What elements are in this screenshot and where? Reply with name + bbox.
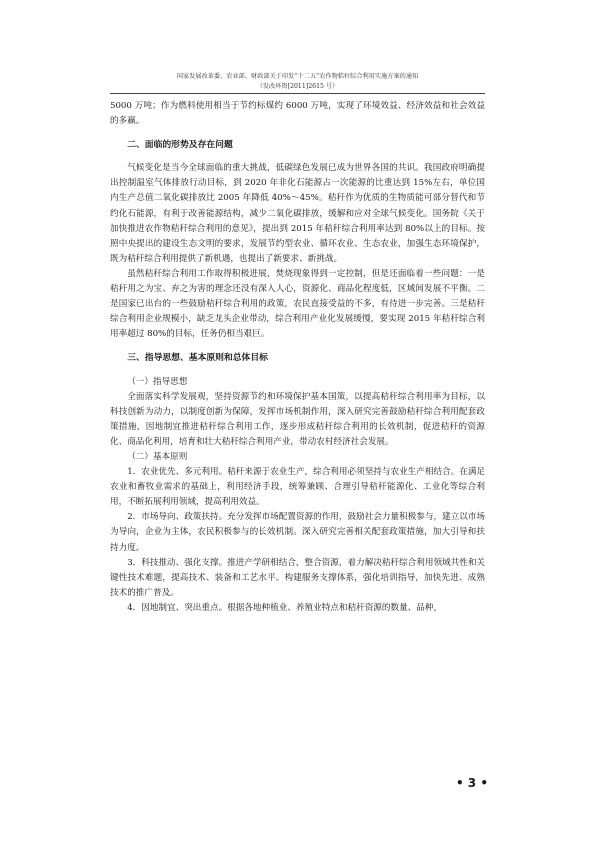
- header-doc-number: （发改环资[2011]2615 号）: [256, 83, 339, 90]
- section-heading-challenges: 二、面临的形势及存在问题: [127, 140, 233, 151]
- running-header: [110, 72, 485, 92]
- subheading-guiding-ideology: （一）指导思想: [127, 376, 188, 387]
- header-divider: [110, 93, 485, 94]
- paragraph-intro-continuation: 5000 万吨；作为燃料使用相当于节约标煤约 6000 万吨，实现了环境效益、经济效益和社会效益的多赢。: [110, 101, 485, 127]
- paragraph-principle-4: 4．因地制宜、突出重点。根据各地种植业、养殖业特点和秸秆资源的数量、品种，: [127, 602, 443, 613]
- paragraph-principle-1: 1．农业优先、多元利用。秸秆来源于农业生产，综合利用必须坚持与农业生产相结合。在满足农业和畜牧业需求的基础上，利用经济手段，统筹兼顾、合理引导秸秆能源化、工业化等综合利用，不断拓展利用领域，提高利用效益。: [110, 467, 486, 508]
- document-body: [110, 99, 485, 616]
- page-number: • 3 •: [455, 776, 488, 790]
- paragraph-principle-3: 3．科技推动、强化支撑。推进产学研相结合，整合资源，着力解决秸秆综合利用领域共性和关键性技术难题，提高技术、装备和工艺水平。构建服务支撑体系，强化培训指导，加快先进、成熟技术的推广普及。: [110, 557, 486, 598]
- paragraph-climate-change: 气候变化是当今全球面临的重大挑战，低碳绿色发展已成为世界各国的共识。我国政府明确提出控制温室气体排放行动目标，到 2020 年非化石能源占一次能源的比重达到 15%左右，单位国内生产总值二氧化碳排放比 2005 年降低 40%～45%。秸秆作为优质的生物质能可部分替代和节约化石能源，有利于改善能源结构，减少二氧化碳排放，缓解和应对全球气候变化。国务院《关于加快推进农作物秸秆综合利用的意见》，提出到 2015 年秸秆综合利用率达到 80%以上的目标。按照中央提出的建设生态文明的要求，发展节约型农业、循环农业、生态农业，加强生态环境保护，既为秸秆综合利用提供了新机遇，也提出了新要求、新挑战。: [110, 163, 485, 264]
- paragraph-existing-problems: 虽然秸秆综合利用工作取得积极进展，焚烧现象得到一定控制，但是还面临着一些问题：一是秸秆用之为宝、弃之为害的理念还没有深入人心，资源化、商品化程度低，区域间发展不平衡。二是国家已出台的一些鼓励秸秆综合利用的政策，农民直接受益的不多，有待进一步完善。三是秸秆综合利用企业规模小，缺乏龙头企业带动，综合利用产业化发展缓慢，要实现 2015 年秸秆综合利用率超过 80%的目标，任务仍相当艰巨。: [110, 268, 485, 340]
- paragraph-principle-2: 2．市场导向、政策扶持。充分发挥市场配置资源的作用，鼓励社会力量积极参与，建立以市场为导向，企业为主体，农民积极参与的长效机制。深入研究完善相关配套政策措施，加大引导和扶持力度。: [110, 512, 486, 553]
- header-title: 国家发展改革委、农业部、财政部关于印发“十二五”农作物秸秆综合利用实施方案的通知: [176, 73, 419, 80]
- subheading-basic-principles: （二）基本原则: [127, 451, 188, 462]
- section-heading-guidelines: 三、指导思想、基本原则和总体目标: [127, 353, 268, 364]
- paragraph-guiding-ideology: 全面落实科学发展观，坚持资源节约和环境保护基本国策，以提高秸秆综合利用率为目标，以科技创新为动力，以制度创新为保障，发挥市场机制作用，深入研究完善鼓励秸秆综合利用配套政策措施，因地制宜推进秸秆综合利用工作，逐步形成秸秆综合利用的长效机制，促进秸秆的资源化、商品化利用，培育和壮大秸秆综合利用产业，带动农村经济社会发展。: [110, 391, 485, 447]
